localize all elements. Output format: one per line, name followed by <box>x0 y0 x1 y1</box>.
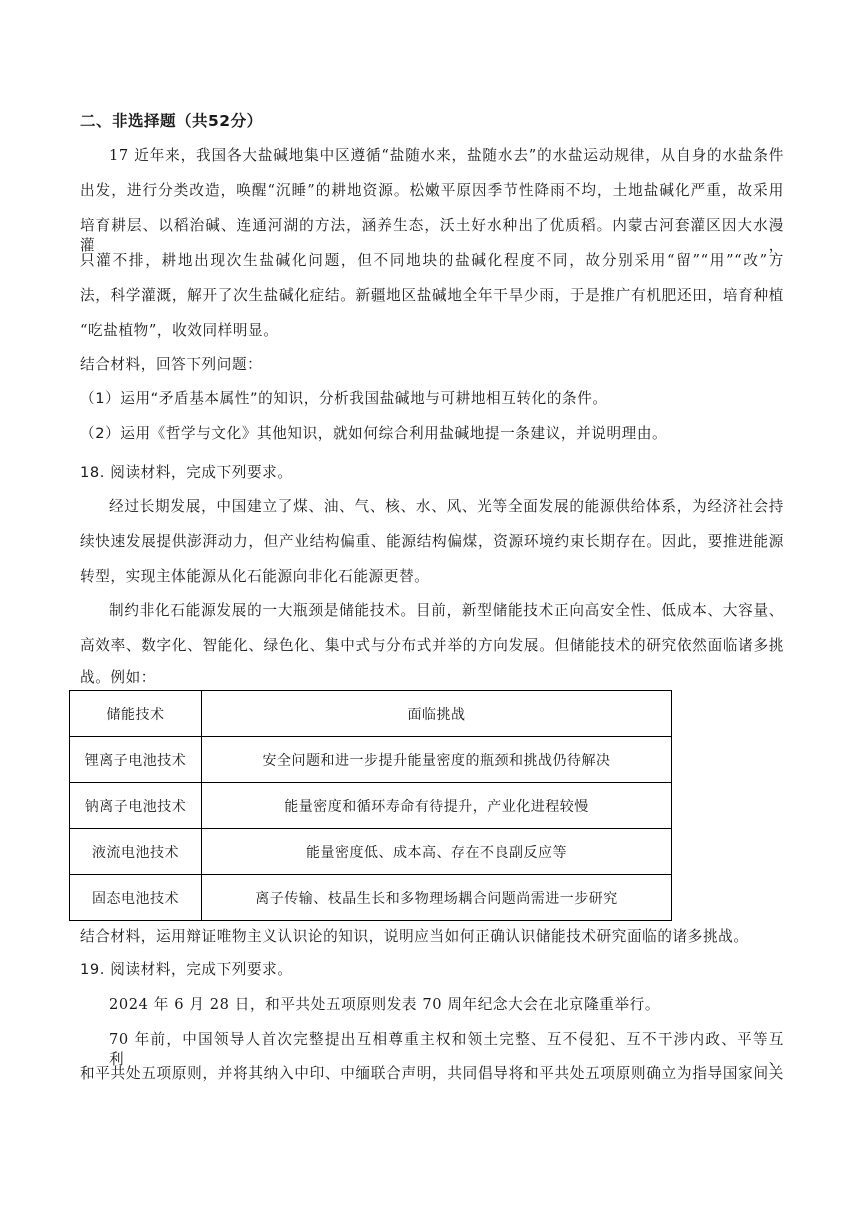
q17-line: 出发，进行分类改造，唤醒“沉睡”的耕地资源。松嫩平原因季节性降雨不均，土地盐碱化严重，故采用 <box>80 182 784 199</box>
table-row <box>70 829 672 875</box>
table-cell-challenge: 离子传输、枝晶生长和多物理场耦合问题尚需进一步研究 <box>202 875 672 921</box>
q19-p2-line: 70 年前，中国领导人首次完整提出互相尊重主权和领土完整、互不侵犯、互不干涉内政、平等互利、 <box>109 1031 784 1068</box>
q18-p1-line: 续快速发展提供澎湃动力，但产业结构偏重、能源结构偏煤，资源环境约束长期存在。因此，要推进能源 <box>80 533 784 550</box>
q18-p1-line: 经过长期发展，中国建立了煤、油、气、核、水、风、光等全面发展的能源供给体系，为经济社会持 <box>109 498 784 515</box>
q18-title: 18. 阅读材料，完成下列要求。 <box>80 464 293 481</box>
q18-p2-line: 高效率、数字化、智能化、绿色化、集中式与分布式并举的方向发展。但储能技术的研究依然面临诸多挑 <box>80 637 784 654</box>
table-cell-challenge: 能量密度和循环寿命有待提升，产业化进程较慢 <box>202 783 672 829</box>
q19-paragraph-1: 2024 年 6 月 28 日，和平共处五项原则发表 70 周年纪念大会在北京隆重举行。 <box>109 996 661 1013</box>
q17-subquestion-2: （2）运用《哲学与文化》其他知识，就如何综合利用盐碱地提一条建议，并说明理由。 <box>80 425 668 442</box>
table-cell-tech: 液流电池技术 <box>70 829 202 875</box>
q17-line: “吃盐植物”，收效同样明显。 <box>80 322 279 339</box>
q19-p2-line: 和平共处五项原则，并将其纳入中印、中缅联合声明，共同倡导将和平共处五项原则确立为指导国家间关 <box>80 1065 784 1082</box>
q17-line: 17 近年来，我国各大盐碱地集中区遵循“盐随水来，盐随水去”的水盐运动规律，从自身的水盐条件 <box>109 147 784 164</box>
q18-p2-line: 制约非化石能源发展的一大瓶颈是储能技术。目前，新型储能技术正向高安全性、低成本、大容量、 <box>109 602 784 619</box>
table-cell-tech: 固态电池技术 <box>70 875 202 921</box>
q17-line: 培育耕层、以稻治碱、连通河湖的方法，涵养生态，沃土好水种出了优质稻。内蒙古河套灌区因大水漫灌， <box>80 217 784 254</box>
storage-tech-table <box>69 690 672 921</box>
table-header-row <box>70 691 672 737</box>
q19-title: 19. 阅读材料，完成下列要求。 <box>80 961 293 978</box>
table-cell-challenge: 能量密度低、成本高、存在不良副反应等 <box>202 829 672 875</box>
q18-question: 结合材料，运用辩证唯物主义认识论的知识，说明应当如何正确认识储能技术研究面临的诸多挑战。 <box>80 928 749 945</box>
table-row <box>70 783 672 829</box>
table-header-cell: 面临挑战 <box>202 691 672 737</box>
table-cell-tech: 锂离子电池技术 <box>70 737 202 783</box>
q17-prompt: 结合材料，回答下列问题： <box>80 356 263 373</box>
section-title: 二、非选择题（共52分） <box>80 112 263 130</box>
table-row <box>70 875 672 921</box>
table-cell-tech: 钠离子电池技术 <box>70 783 202 829</box>
table-header-cell: 储能技术 <box>70 691 202 737</box>
q17-line: 法，科学灌溉，解开了次生盐碱化症结。新疆地区盐碱地全年干旱少雨，于是推广有机肥还田，培育种植 <box>80 287 784 304</box>
q17-subquestion-1: （1）运用“矛盾基本属性”的知识，分析我国盐碱地与可耕地相互转化的条件。 <box>80 390 608 407</box>
table-cell-challenge: 安全问题和进一步提升能量密度的瓶颈和挑战仍待解决 <box>202 737 672 783</box>
q17-line: 只灌不排，耕地出现次生盐碱化问题，但不同地块的盐碱化程度不同，故分别采用“留”“用”“改”方 <box>80 252 784 269</box>
q18-p1-line: 转型，实现主体能源从化石能源向非化石能源更替。 <box>80 568 430 585</box>
q18-p2-line: 战。例如： <box>80 669 156 686</box>
table-row <box>70 737 672 783</box>
